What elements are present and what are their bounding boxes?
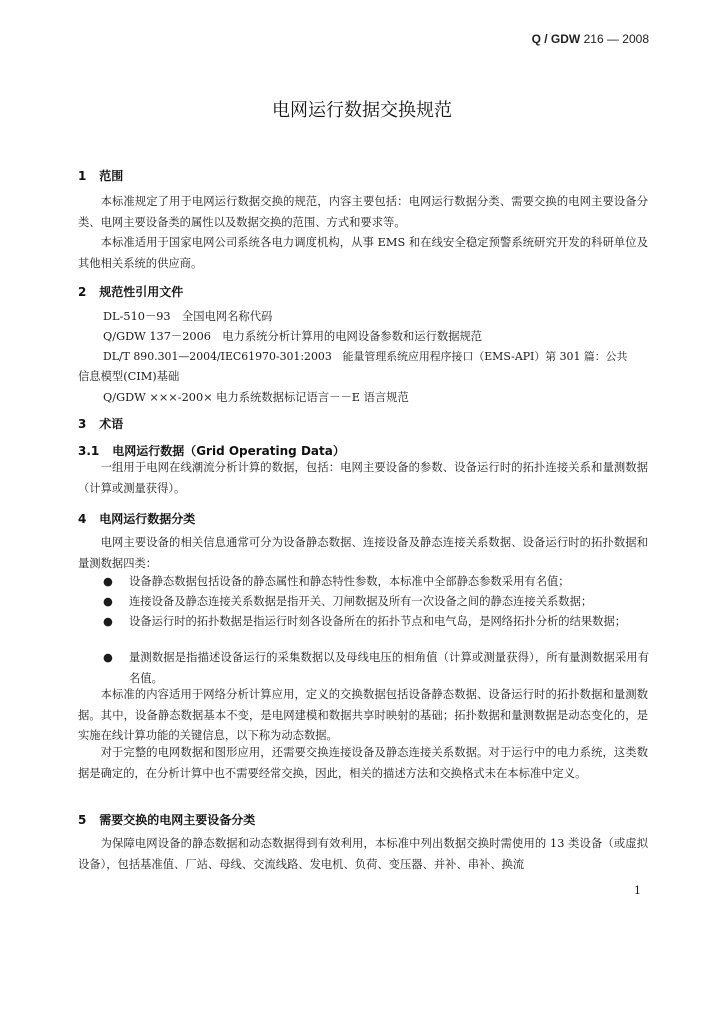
section-3-heading <box>78 415 123 432</box>
bullet-text: 设备运行时的拓扑数据是指运行时刻各设备所在的拓扑节点和电气岛，是网络拓扑分析的结果数据； <box>129 615 627 628</box>
bullet-item <box>103 612 649 633</box>
bullet-icon: ● <box>103 575 113 588</box>
reference-item: Q/GDW 137－2006 电力系统分析计算用的电网设备参数和运行数据规范 <box>103 330 483 343</box>
standard-number: 216 — 2008 <box>583 32 649 46</box>
reference-item: DL/T 890.301—2004/IEC61970-301:2003 能量管理系统应用程序接口（EMS-API）第 301 篇：公共 <box>103 350 628 363</box>
section-number: 5 <box>78 813 87 827</box>
section-title: 术语 <box>99 417 124 431</box>
section-1-heading <box>78 167 123 184</box>
section-4-paragraph-1: 电网主要设备的相关信息通常可分为设备静态数据、连接设备及静态连接关系数据、设备运行时的拓扑数据和量测数据四类： <box>78 536 648 570</box>
section-1-paragraph-2: 本标准适用于国家电网公司系统各电力调度机构，从事 EMS 和在线安全稳定预警系统研究开发的科研单位及其他相关系统的供应商。 <box>78 236 648 270</box>
subsection-title: 电网运行数据（Grid Operating Data） <box>112 444 345 458</box>
section-title: 电网运行数据分类 <box>99 512 196 526</box>
bullet-icon: ● <box>103 651 113 664</box>
page-number: 1 <box>634 884 641 897</box>
bullet-item <box>103 648 649 689</box>
section-4-heading <box>78 510 195 527</box>
section-title: 规范性引用文件 <box>99 285 184 299</box>
section-number: 3 <box>78 417 87 431</box>
section-4-paragraph-2: 本标准的内容适用于网络分析计算应用，定义的交换数据包括设备静态数据、设备运行时的拓扑数据和量测数据。其中，设备静态数据基本不变，是电网建模和数据共享时映射的基础；拓扑数据和量测数据是动态变化的，是实施在线计算功能的关键信息，以下称为动态数据。 <box>78 688 648 742</box>
bullet-text: 连接设备及静态连接关系数据是指开关、刀闸数据及所有一次设备之间的静态连接关系数据； <box>129 595 593 608</box>
section-number: 1 <box>78 169 87 183</box>
reference-item-continuation: 信息模型(CIM)基础 <box>78 370 180 383</box>
subsection-number: 3.1 <box>78 444 100 458</box>
section-title: 范围 <box>99 169 124 183</box>
standard-code: Q / GDW <box>531 32 581 46</box>
section-1-paragraph-1: 本标准规定了用于电网运行数据交换的规范，内容主要包括：电网运行数据分类、需要交换的电网主要设备分类、电网主要设备类的属性以及数据交换的范围、方式和要求等。 <box>78 195 648 229</box>
section-2-heading <box>78 283 183 300</box>
section-title: 需要交换的电网主要设备分类 <box>99 813 256 827</box>
section-4-paragraph-3: 对于完整的电网数据和图形应用，还需要交换连接设备及静态连接关系数据。对于运行中的电力系统，这类数据是确定的，在分析计算中也不需要经常交换，因此，相关的描述方法和交换格式未在本标准中定义。 <box>78 746 648 780</box>
bullet-text: 量测数据是指描述设备运行的采集数据以及母线电压的相角值（计算或测量获得），所有量测数据采用有名值。 <box>129 651 649 685</box>
reference-item: Q/GDW ×××-200× 电力系统数据标记语言－－E 语言规范 <box>103 391 409 404</box>
document-header <box>532 32 649 46</box>
bullet-icon: ● <box>103 595 113 608</box>
bullet-item <box>103 572 649 593</box>
bullet-item <box>103 592 649 613</box>
subsection-3-1-heading <box>78 442 345 459</box>
reference-item: DL-510－93 全国电网名称代码 <box>103 310 273 323</box>
section-number: 4 <box>78 512 87 526</box>
section-number: 2 <box>78 285 87 299</box>
section-5-heading <box>78 811 255 828</box>
document-title: 电网运行数据交换规范 <box>272 100 452 121</box>
section-5-paragraph-1: 为保障电网设备的静态数据和动态数据得到有效利用，本标准中列出数据交换时需使用的 13 类设备（或虚拟设备），包括基准值、厂站、母线、交流线路、发电机、负荷、变压器、并补、串补、换流 <box>78 837 648 871</box>
bullet-text: 设备静态数据包括设备的静态属性和静态特性参数，本标准中全部静态参数采用有名值； <box>129 575 570 588</box>
section-3-paragraph-1: 一组用于电网在线潮流分析计算的数据，包括：电网主要设备的参数、设备运行时的拓扑连接关系和量测数据（计算或测量获得）。 <box>78 461 648 495</box>
bullet-icon: ● <box>103 615 113 628</box>
